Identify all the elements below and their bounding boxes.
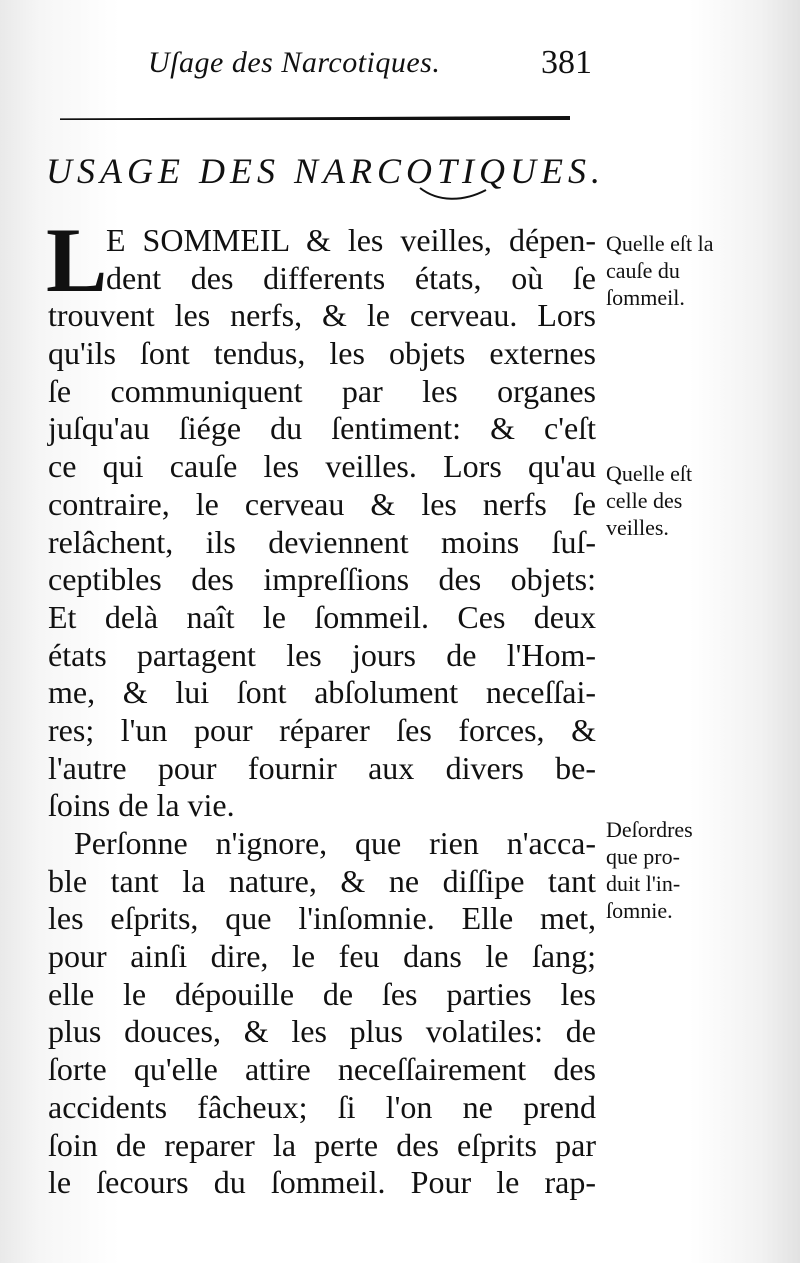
text-line: dent des differents états, où ſe <box>106 259 596 296</box>
text-line: qu'ils ſont tendus, les objets externes <box>48 335 596 372</box>
margin-note-line: ſomnie. <box>606 898 673 923</box>
text-line: ſorte qu'elle attire neceſſairement des <box>48 1051 596 1088</box>
text-line: ceptibles des impreſſions des objets: <box>48 561 596 598</box>
text-line: elle le dépouille de ſes parties les <box>48 975 596 1012</box>
running-head <box>140 44 600 94</box>
text-line: juſqu'au ſiége du ſentiment: & c'eſt <box>48 410 596 447</box>
text-line: ble tant la nature, & ne diſſipe tant <box>48 862 596 899</box>
margin-note-line: duit l'in- <box>606 871 681 896</box>
text-line: pour ainſi dire, le feu dans le ſang; <box>48 938 596 975</box>
drop-cap: L <box>46 209 108 311</box>
margin-note-wake-cause <box>606 460 746 541</box>
margin-note-line: que pro- <box>606 844 680 869</box>
margin-note-line: ſommeil. <box>606 285 685 310</box>
text-line: plus douces, & les plus volatiles: de <box>48 1013 596 1050</box>
text-line: E SOMMEIL & les veilles, dépen- <box>106 222 596 258</box>
margin-note-line: veilles. <box>606 515 669 540</box>
text-line: Perſonne n'ignore, que rien n'acca- <box>74 825 596 861</box>
text-line: contraire, le cerveau & les nerfs ſe <box>48 485 596 522</box>
running-title: Uſage des Narcotiques. <box>148 46 441 79</box>
margin-note-line: Deſordres <box>606 817 693 842</box>
text-line: res; l'un pour réparer ſes forces, & <box>48 711 596 748</box>
text-line: trouvent les nerfs, & le cerveau. Lors <box>48 297 596 334</box>
text-line: états partagent les jours de l'Hom- <box>48 636 596 673</box>
text-line: ſoin de reparer la perte des eſprits par <box>48 1126 596 1163</box>
text-line: ſoins de la vie. <box>48 787 235 824</box>
margin-note-insomnia <box>606 816 746 924</box>
page-number: 381 <box>541 44 592 81</box>
text-line: Et delà naît le ſommeil. Ces deux <box>48 598 596 635</box>
margin-note-sleep-cause <box>606 230 746 311</box>
title-flourish-ornament <box>418 184 488 202</box>
main-text <box>46 209 596 1202</box>
margin-note-line: celle des <box>606 488 683 513</box>
margin-note-line: Quelle eſt <box>606 461 693 486</box>
text-line: accidents fâcheux; ſi l'on ne prend <box>48 1088 596 1125</box>
margin-note-line: Quelle eſt la <box>606 231 714 256</box>
chapter-title: USAGE DES NARCOTIQUES. <box>46 151 605 191</box>
text-line: ce qui cauſe les veilles. Lors qu'au <box>48 448 596 485</box>
text-line: relâchent, ils deviennent moins ſuſ- <box>48 523 596 560</box>
text-line: les eſprits, que l'inſomnie. Elle met, <box>48 900 596 937</box>
text-line: l'autre pour fournir aux divers be- <box>48 749 596 786</box>
text-line: me, & lui ſont abſolument neceſſai- <box>48 674 596 711</box>
text-line: le ſecours du ſommeil. Pour le rap- <box>48 1164 596 1201</box>
text-line: ſe communiquent par les organes <box>48 372 596 409</box>
margin-note-line: cauſe du <box>606 258 680 283</box>
header-rule <box>60 116 570 120</box>
